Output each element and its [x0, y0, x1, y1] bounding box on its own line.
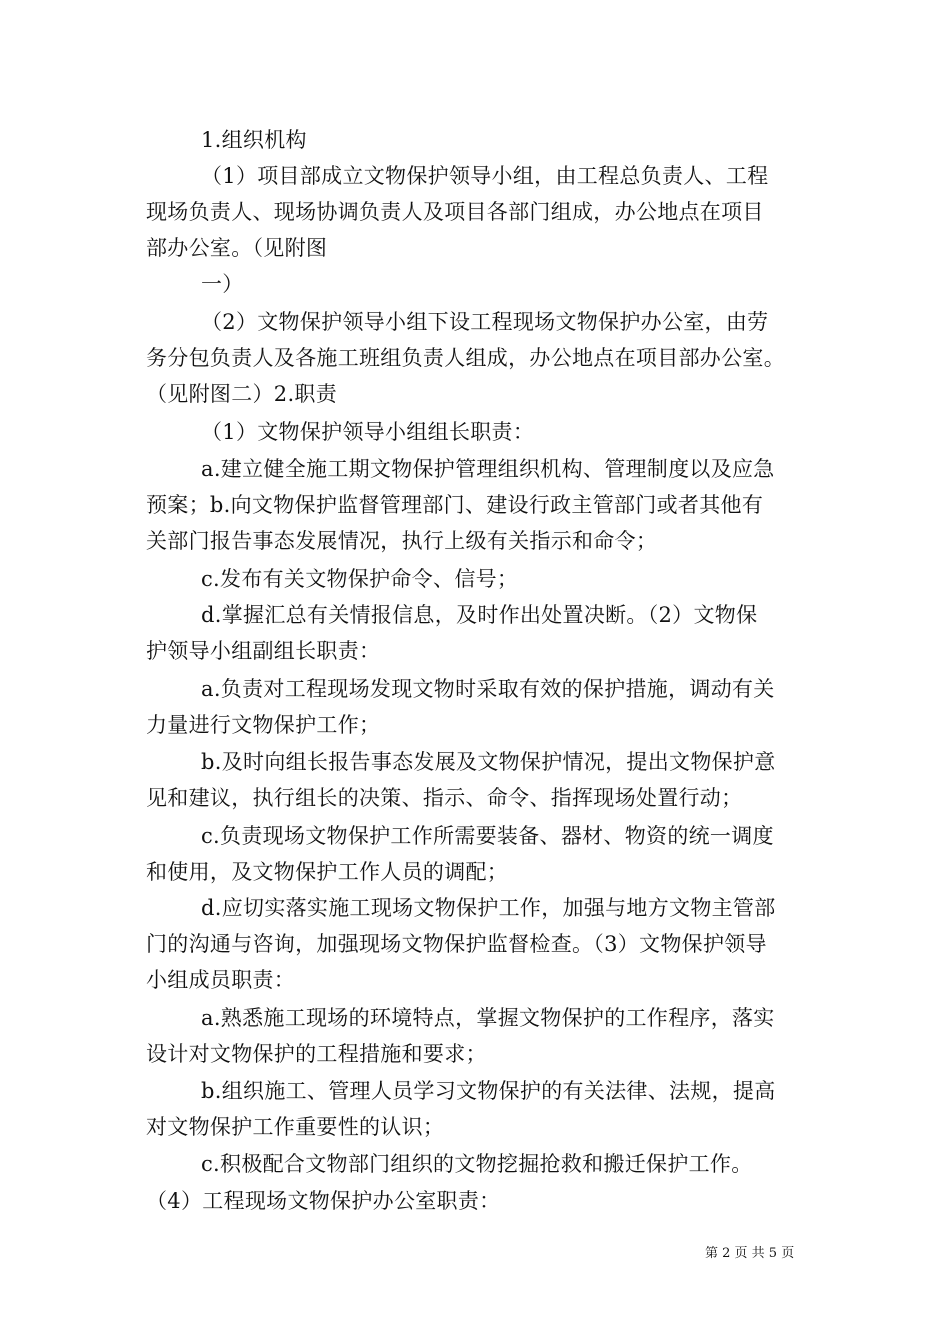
text-line: 门的沟通与咨询，加强现场文物保护监督检查。（3）文物保护领导 — [146, 932, 767, 956]
text-line: 预案；b.向文物保护监督管理部门、建设行政主管部门或者其他有 — [146, 493, 764, 517]
page-number: 第 2 页 共 5 页 — [705, 1246, 795, 1261]
text-line: 护领导小组副组长职责： — [146, 639, 381, 663]
text-line: b.组织施工、管理人员学习文物保护的有关法律、法规，提高 — [201, 1079, 776, 1103]
text-line: a.负责对工程现场发现文物时采取有效的保护措施，调动有关 — [201, 677, 775, 701]
text-line: d.掌握汇总有关情报信息，及时作出处置决断。（2）文物保 — [201, 603, 758, 627]
text-line: （4）工程现场文物保护办公室职责： — [146, 1189, 501, 1213]
text-line: 关部门报告事态发展情况，执行上级有关指示和命令； — [146, 529, 658, 553]
text-line: c.积极配合文物部门组织的文物挖掘抢救和搬迁保护工作。 — [201, 1152, 753, 1176]
text-line: （1）项目部成立文物保护领导小组，由工程总负责人、工程 — [201, 164, 769, 188]
text-line: a.建立健全施工期文物保护管理组织机构、管理制度以及应急 — [201, 457, 775, 481]
text-line: d.应切实落实施工现场文物保护工作，加强与地方文物主管部 — [201, 896, 776, 920]
text-line: 对文物保护工作重要性的认识； — [146, 1115, 445, 1139]
text-line: （2）文物保护领导小组下设工程现场文物保护办公室，由劳 — [201, 310, 769, 334]
text-line: 力量进行文物保护工作； — [146, 713, 381, 737]
text-line: 1.组织机构 — [201, 128, 307, 152]
text-line: b.及时向组长报告事态发展及文物保护情况，提出文物保护意 — [201, 750, 776, 774]
text-line: （见附图二）2.职责 — [146, 382, 338, 406]
text-line: （1）文物保护领导小组组长职责： — [201, 420, 535, 444]
text-line: 现场负责人、现场协调负责人及项目各部门组成，办公地点在项目 — [146, 200, 764, 224]
text-line: 设计对文物保护的工程措施和要求； — [146, 1042, 487, 1066]
text-line: a.熟悉施工现场的环境特点，掌握文物保护的工作程序，落实 — [201, 1006, 775, 1030]
text-line: 和使用，及文物保护工作人员的调配； — [146, 860, 509, 884]
text-line: 一） — [201, 272, 244, 296]
text-line: 小组成员职责： — [146, 968, 296, 992]
text-line: c.发布有关文物保护命令、信号； — [201, 567, 519, 591]
text-line: 务分包负责人及各施工班组负责人组成，办公地点在项目部办公室。 — [146, 346, 785, 370]
text-line: 部办公室。（见附图 — [146, 236, 328, 260]
text-line: c.负责现场文物保护工作所需要装备、器材、物资的统一调度 — [201, 824, 774, 848]
text-line: 见和建议，执行组长的决策、指示、命令、指挥现场处置行动； — [146, 786, 743, 810]
